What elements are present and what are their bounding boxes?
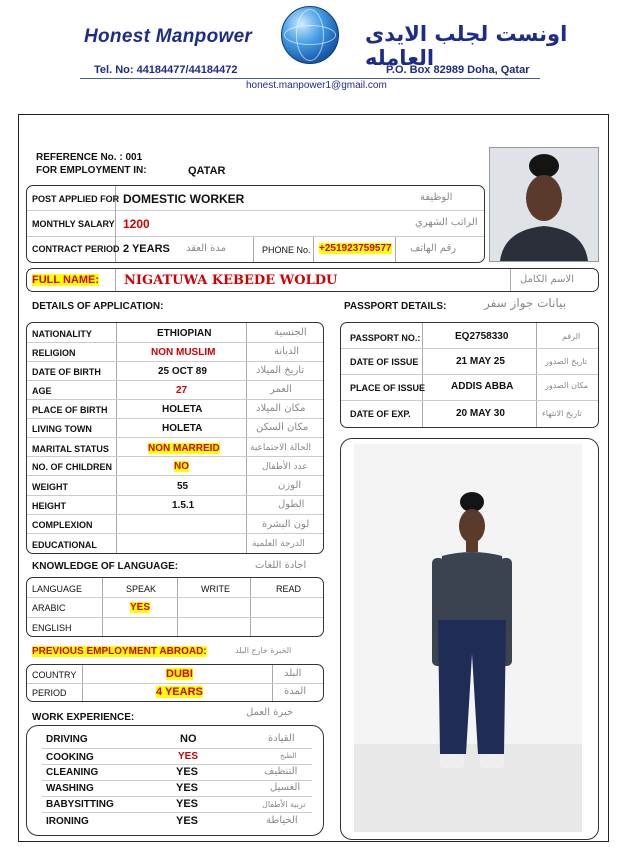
details-arabic: مكان السكن bbox=[256, 422, 309, 433]
work-title: WORK EXPERIENCE: bbox=[32, 712, 135, 723]
passport-value: 21 MAY 25 bbox=[456, 356, 505, 367]
details-row: RELIGION bbox=[32, 348, 76, 358]
po-box: P.O. Box 82989 Doha, Qatar bbox=[386, 64, 530, 76]
work-value: NO bbox=[180, 733, 197, 745]
passport-value: EQ2758330 bbox=[455, 331, 509, 342]
language-row: ENGLISH bbox=[32, 623, 72, 633]
header-divider bbox=[80, 78, 540, 79]
details-value: HOLETA bbox=[162, 404, 203, 415]
details-arabic: تاريخ الميلاد bbox=[256, 365, 305, 376]
contract-label: CONTRACT PERIOD bbox=[32, 244, 120, 254]
details-value: 25 OCT 89 bbox=[158, 366, 207, 377]
previous-country-label: COUNTRY bbox=[32, 670, 77, 680]
fullname-label-arabic: الاسم الكامل bbox=[520, 274, 575, 285]
previous-title-arabic: الخبرة خارج البلد bbox=[235, 646, 292, 655]
fullname-label: FULL NAME: bbox=[32, 274, 100, 286]
post-label-arabic: الوظيفة bbox=[420, 192, 453, 203]
full-body-photo bbox=[354, 444, 582, 832]
work-value: YES bbox=[176, 798, 199, 810]
passport-row: PASSPORT NO.: bbox=[350, 333, 421, 343]
passport-title: PASSPORT DETAILS: bbox=[344, 301, 447, 312]
work-arabic: القيادة bbox=[268, 733, 295, 744]
previous-title: PREVIOUS EMPLOYMENT ABROAD: bbox=[32, 646, 207, 657]
details-row: PLACE OF BIRTH bbox=[32, 405, 108, 415]
globe-logo-icon bbox=[281, 6, 339, 64]
details-arabic: الديانة bbox=[274, 346, 300, 357]
language-speak: YES bbox=[130, 602, 151, 613]
phone-label: PHONE No. bbox=[262, 245, 311, 255]
details-value: NON MARREID bbox=[148, 443, 220, 454]
language-title-arabic: اجادة اللغات bbox=[255, 560, 307, 571]
passport-row: DATE OF ISSUE bbox=[350, 357, 419, 367]
work-row: DRIVING bbox=[46, 734, 88, 745]
fullname-value: NIGATUWA KEBEDE WOLDU bbox=[124, 273, 338, 288]
passport-arabic: الرقم bbox=[562, 332, 581, 341]
work-row: BABYSITTING bbox=[46, 799, 114, 810]
passport-arabic: تاريخ الانتهاء bbox=[542, 409, 582, 418]
details-value: 55 bbox=[177, 481, 189, 492]
previous-period-label: PERIOD bbox=[32, 688, 67, 698]
company-name-arabic: اونست لجلب الايدى العامله bbox=[365, 22, 568, 70]
employment-country: QATAR bbox=[188, 165, 226, 177]
passport-title-arabic: بيانات جواز سفر bbox=[484, 296, 567, 310]
previous-period-arabic: المدة bbox=[284, 686, 307, 697]
details-value: 1.5.1 bbox=[172, 500, 195, 511]
details-title: DETAILS OF APPLICATION: bbox=[32, 301, 164, 312]
details-row: LIVING TOWN bbox=[32, 424, 92, 434]
work-value: YES bbox=[176, 766, 199, 778]
work-row: IRONING bbox=[46, 816, 89, 827]
salary-label-arabic: الراتب الشهري bbox=[415, 217, 478, 228]
language-header: WRITE bbox=[201, 584, 230, 594]
previous-country-value: DUBI bbox=[166, 668, 193, 680]
details-row: HEIGHT bbox=[32, 501, 67, 511]
details-arabic: العمر bbox=[270, 384, 292, 395]
passport-row: DATE OF EXP. bbox=[350, 409, 411, 419]
details-arabic: الدرجة العلمية bbox=[252, 539, 305, 549]
details-row: DATE OF BIRTH bbox=[32, 367, 101, 377]
language-header: READ bbox=[276, 584, 302, 594]
details-row: COMPLEXION bbox=[32, 520, 93, 530]
passport-arabic: مكان الصدور bbox=[545, 381, 589, 390]
details-row: NATIONALITY bbox=[32, 329, 92, 339]
standing-figure-icon bbox=[354, 444, 582, 832]
details-row: AGE bbox=[32, 386, 52, 396]
details-value: NON MUSLIM bbox=[151, 347, 216, 358]
language-header: LANGUAGE bbox=[32, 584, 83, 594]
work-row: COOKING bbox=[46, 752, 94, 763]
contract-value: 2 YEARS bbox=[123, 243, 170, 255]
work-arabic: التنظيف bbox=[264, 766, 298, 777]
work-row: CLEANING bbox=[46, 767, 99, 778]
details-value: 27 bbox=[176, 385, 188, 396]
passport-arabic: تاريخ الصدور bbox=[545, 357, 587, 366]
details-arabic: الجنسية bbox=[274, 327, 307, 338]
portrait-figure-icon bbox=[490, 148, 598, 261]
work-row: WASHING bbox=[46, 783, 94, 794]
details-arabic: عدد الأطفال bbox=[262, 462, 308, 472]
post-value: DOMESTIC WORKER bbox=[123, 192, 245, 206]
telephone: Tel. No: 44184477/44184472 bbox=[94, 64, 238, 76]
work-arabic: تربية الأطفال bbox=[262, 800, 306, 809]
language-row: ARABIC bbox=[32, 603, 66, 613]
previous-period-value: 4 YEARS bbox=[156, 686, 203, 698]
previous-country-arabic: البلد bbox=[284, 668, 302, 679]
work-title-arabic: خبرة العمل bbox=[246, 707, 294, 718]
email: honest.manpower1@gmail.com bbox=[246, 80, 387, 91]
details-arabic: الوزن bbox=[278, 480, 302, 491]
work-value: YES bbox=[176, 782, 199, 794]
language-title: KNOWLEDGE OF LANGUAGE: bbox=[32, 561, 179, 572]
language-header: SPEAK bbox=[126, 584, 157, 594]
passport-row: PLACE OF ISSUE bbox=[350, 383, 426, 393]
details-arabic: مكان الميلاد bbox=[256, 403, 306, 414]
details-row: NO. OF CHILDREN bbox=[32, 462, 112, 472]
salary-label: MONTHLY SALARY bbox=[32, 219, 115, 229]
post-label: POST APPLIED FOR bbox=[32, 194, 120, 204]
details-value: NO bbox=[174, 461, 189, 472]
passport-value: ADDIS ABBA bbox=[451, 381, 514, 392]
reference-number: REFERENCE No. : 001 bbox=[36, 152, 143, 163]
details-row: EDUCATIONAL bbox=[32, 540, 97, 550]
employment-label: FOR EMPLOYMENT IN: bbox=[36, 165, 147, 176]
phone-value: +251923759577 bbox=[319, 243, 392, 254]
work-arabic: الخياطة bbox=[266, 815, 298, 826]
work-value: YES bbox=[178, 751, 199, 762]
salary-value: 1200 bbox=[123, 217, 150, 231]
passport-value: 20 MAY 30 bbox=[456, 408, 505, 419]
phone-label-arabic: رقم الهاتف bbox=[410, 243, 457, 254]
contract-label-arabic: مدة العقد bbox=[186, 243, 226, 254]
details-value: HOLETA bbox=[162, 423, 203, 434]
work-arabic: الغسيل bbox=[270, 782, 301, 793]
details-arabic: الطول bbox=[278, 499, 305, 510]
work-value: YES bbox=[176, 815, 199, 827]
details-arabic: الحالة الاجتماعية bbox=[250, 443, 311, 453]
company-name: Honest Manpower bbox=[84, 26, 253, 47]
portrait-photo bbox=[489, 147, 599, 262]
details-arabic: لون البشرة bbox=[262, 519, 310, 530]
details-value: ETHIOPIAN bbox=[157, 328, 212, 339]
work-arabic: الطبخ bbox=[280, 752, 297, 760]
details-row: WEIGHT bbox=[32, 482, 68, 492]
details-row: MARITAL STATUS bbox=[32, 444, 109, 454]
